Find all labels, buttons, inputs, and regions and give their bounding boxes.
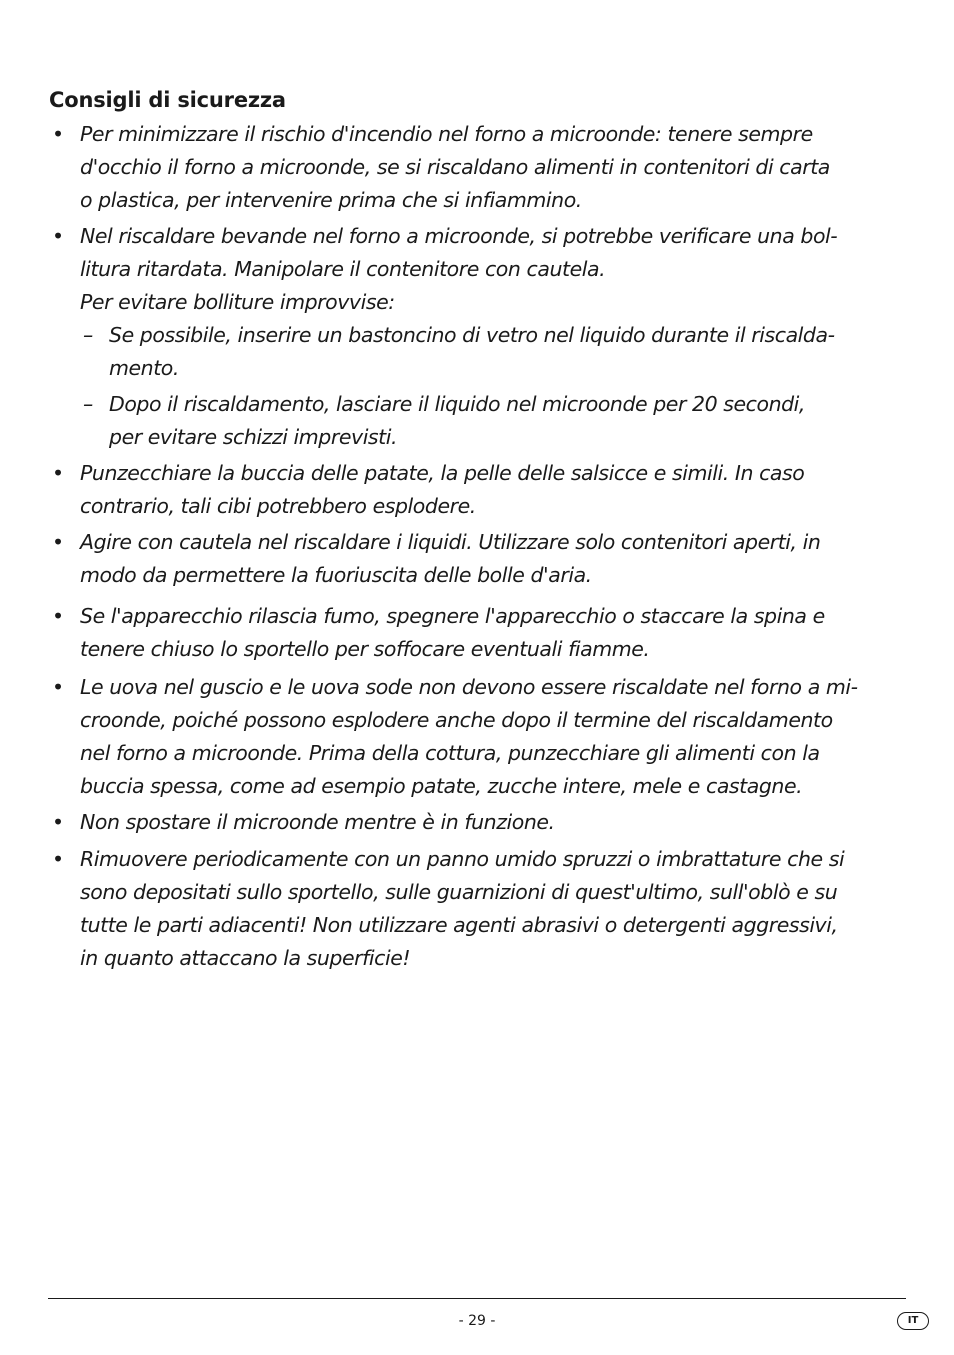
text-line: Per evitare bolliture improvvise:: [80, 290, 395, 314]
sub-list-item: [80, 319, 929, 385]
text-line: Per minimizzare il rischio d'incendio nel forno a microonde: tenere sempre: [80, 122, 813, 146]
text-line: Nel riscaldare bevande nel forno a microonde, si potrebbe verificare una bol-: [80, 224, 838, 248]
sub-list-item: [80, 388, 929, 454]
text-line: nel forno a microonde. Prima della cottura, punzecchiare gli alimenti con la: [80, 741, 820, 765]
list-item: [49, 843, 929, 975]
bullet-icon: •: [52, 604, 64, 628]
bullet-icon: •: [52, 530, 64, 554]
list-item: [49, 118, 929, 217]
text-line: croonde, poiché possono esplodere anche dopo il termine del riscaldamento: [80, 708, 833, 732]
text-line: Le uova nel guscio e le uova sode non devono essere riscaldate nel forno a mi-: [80, 675, 858, 699]
text-line: Dopo il riscaldamento, lasciare il liquido nel microonde per 20 secondi,: [109, 392, 805, 416]
text-line: sono depositati sullo sportello, sulle guarnizioni di quest'ultimo, sull'oblò e su: [80, 880, 838, 904]
text-line: per evitare schizzi imprevisti.: [109, 425, 398, 449]
list-item: [49, 457, 929, 523]
text-line: litura ritardata. Manipolare il contenitore con cautela.: [80, 257, 606, 281]
text-line: Agire con cautela nel riscaldare i liquidi. Utilizzare solo contenitori aperti, in: [80, 530, 821, 554]
text-line: tenere chiuso lo sportello per soffocare eventuali fiamme.: [80, 637, 650, 661]
footer-divider: [48, 1298, 906, 1299]
text-line: mento.: [109, 356, 179, 380]
bullet-icon: •: [52, 675, 64, 699]
bullet-icon: •: [52, 224, 64, 248]
text-line: Punzecchiare la buccia delle patate, la pelle delle salsicce e simili. In caso: [80, 461, 805, 485]
safety-list: [49, 118, 929, 975]
page-number: - 29 -: [458, 1313, 496, 1329]
text-line: Se l'apparecchio rilascia fumo, spegnere l'apparecchio o staccare la spina e: [80, 604, 825, 628]
list-item: [49, 671, 929, 803]
text-line: in quanto attaccano la superficie!: [80, 946, 411, 970]
bullet-icon: •: [52, 810, 64, 834]
text-line: Se possibile, inserire un bastoncino di vetro nel liquido durante il riscalda-: [109, 323, 835, 347]
list-item: [49, 600, 929, 666]
dash-icon: –: [83, 323, 93, 347]
list-item: [49, 220, 929, 454]
bullet-icon: •: [52, 461, 64, 485]
text-line: Rimuovere periodicamente con un panno umido spruzzi o imbrattature che si: [80, 847, 845, 871]
dash-icon: –: [83, 392, 93, 416]
list-item: [49, 526, 929, 592]
text-line: Non spostare il microonde mentre è in funzione.: [80, 810, 555, 834]
text-line: o plastica, per intervenire prima che si infiammino.: [80, 188, 582, 212]
text-line: buccia spessa, come ad esempio patate, zucche intere, mele e castagne.: [80, 774, 803, 798]
bullet-icon: •: [52, 847, 64, 871]
bullet-icon: •: [52, 122, 64, 146]
text-line: contrario, tali cibi potrebbero esplodere.: [80, 494, 476, 518]
list-item: [49, 806, 929, 839]
section-heading: Consigli di sicurezza: [49, 88, 286, 112]
text-line: tutte le parti adiacenti! Non utilizzare agenti abrasivi o detergenti aggressivi,: [80, 913, 838, 937]
text-line: d'occhio il forno a microonde, se si riscaldano alimenti in contenitori di carta: [80, 155, 830, 179]
language-badge: IT: [897, 1312, 929, 1330]
text-line: modo da permettere la fuoriuscita delle bolle d'aria.: [80, 563, 592, 587]
